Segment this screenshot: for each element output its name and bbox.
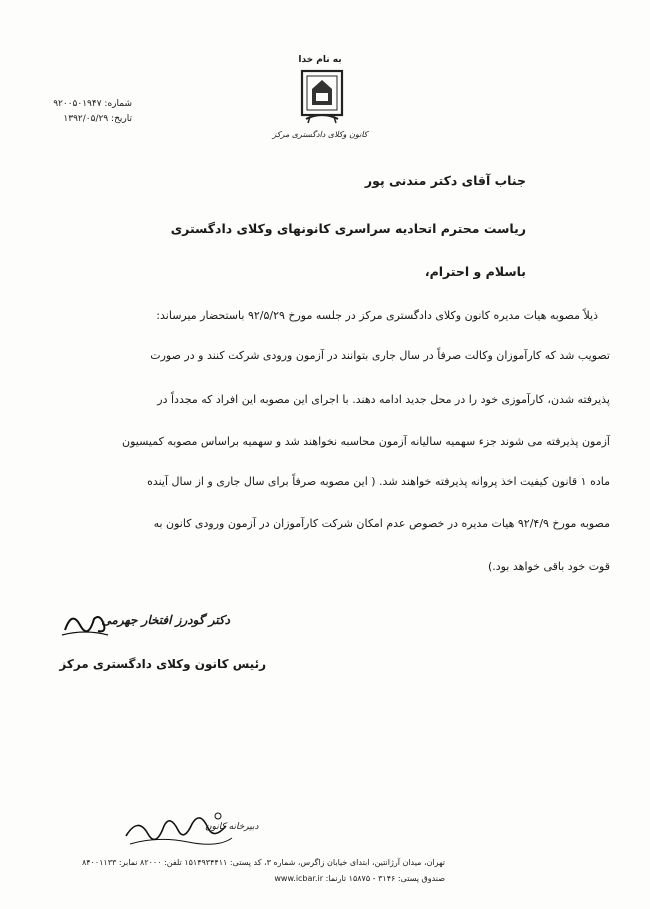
addressee-title: ریاست محترم اتحادیه سراسری کانونهای وکلای دادگستری xyxy=(170,221,526,236)
bismillah-heading: به نام خدا xyxy=(298,55,342,65)
body-line-7: قوت خود باقی خواهد بود.) xyxy=(487,560,610,573)
letter-meta xyxy=(22,97,132,127)
body-line-4: آزمون پذیرفته می شوند جزء سهمیه سالیانه آزمون محاسبه نخواهند شد و سهمیه براساس مصوبه کمیسیون xyxy=(122,435,610,448)
bar-association-emblem-icon xyxy=(298,67,346,125)
date-label: تاریخ: xyxy=(111,114,132,124)
number-value: ۹۲۰۰۵۰۱۹۴۷ xyxy=(53,99,102,109)
footer-postbox-website: صندوق پستی: ۳۱۴۶ - ۱۵۸۷۵ تارنما: www.icbar.ir xyxy=(274,874,445,883)
signer-name: دکتر گودرز افتخار جهرمی xyxy=(101,613,230,627)
date-value: ۱۳۹۲/۰۵/۲۹ xyxy=(63,114,109,124)
letter-date xyxy=(22,112,132,127)
footer-address: تهران، میدان آرژانتین، ابتدای خیابان زاگرس، شماره ۳، کد پستی: ۱۵۱۴۹۳۴۴۱۱ تلفن: ۸۲۰۰۰ نمابر: ۸۴۰۰۱۱۳۳ xyxy=(81,858,445,867)
greeting: باسلام و احترام، xyxy=(424,264,526,279)
body-line-1: ذیلاً مصوبه هیات مدیره کانون وکلای دادگستری مرکز در جلسه مورخ ۹۲/۵/۲۹ باستحضار میرساند: xyxy=(156,309,598,322)
letter-number xyxy=(22,97,132,112)
body-line-3: پذیرفته شدن، کارآموزی خود را در محل جدید ادامه دهند. با اجرای این مصوبه این افراد که مجدداً در xyxy=(157,393,610,406)
body-line-2: تصویب شد که کارآموزان وکالت صرفاً در سال جاری بتوانند در آزمون ورودی شرکت کنند و در صورت xyxy=(150,349,610,362)
addressee: جناب آقای دکتر مندنی پور xyxy=(364,173,526,188)
number-label: شماره: xyxy=(104,99,132,109)
body-line-6: مصوبه مورخ ۹۲/۴/۹ هیات مدیره در خصوص عدم امکان شرکت کارآموزان در آزمون ورودی کانون به xyxy=(153,517,610,530)
body-line-5: ماده ۱ قانون کیفیت اخذ پروانه پذیرفته خواهند شد. ( این مصوبه صرفاً برای سال جاری و از سال آینده xyxy=(147,475,610,488)
signer-title: رئیس کانون وکلای دادگستری مرکز xyxy=(59,657,266,671)
organization-line: کانون وکلای دادگستری مرکز xyxy=(272,130,368,139)
secretariat-script: دبیرخانه کانون xyxy=(205,822,259,832)
